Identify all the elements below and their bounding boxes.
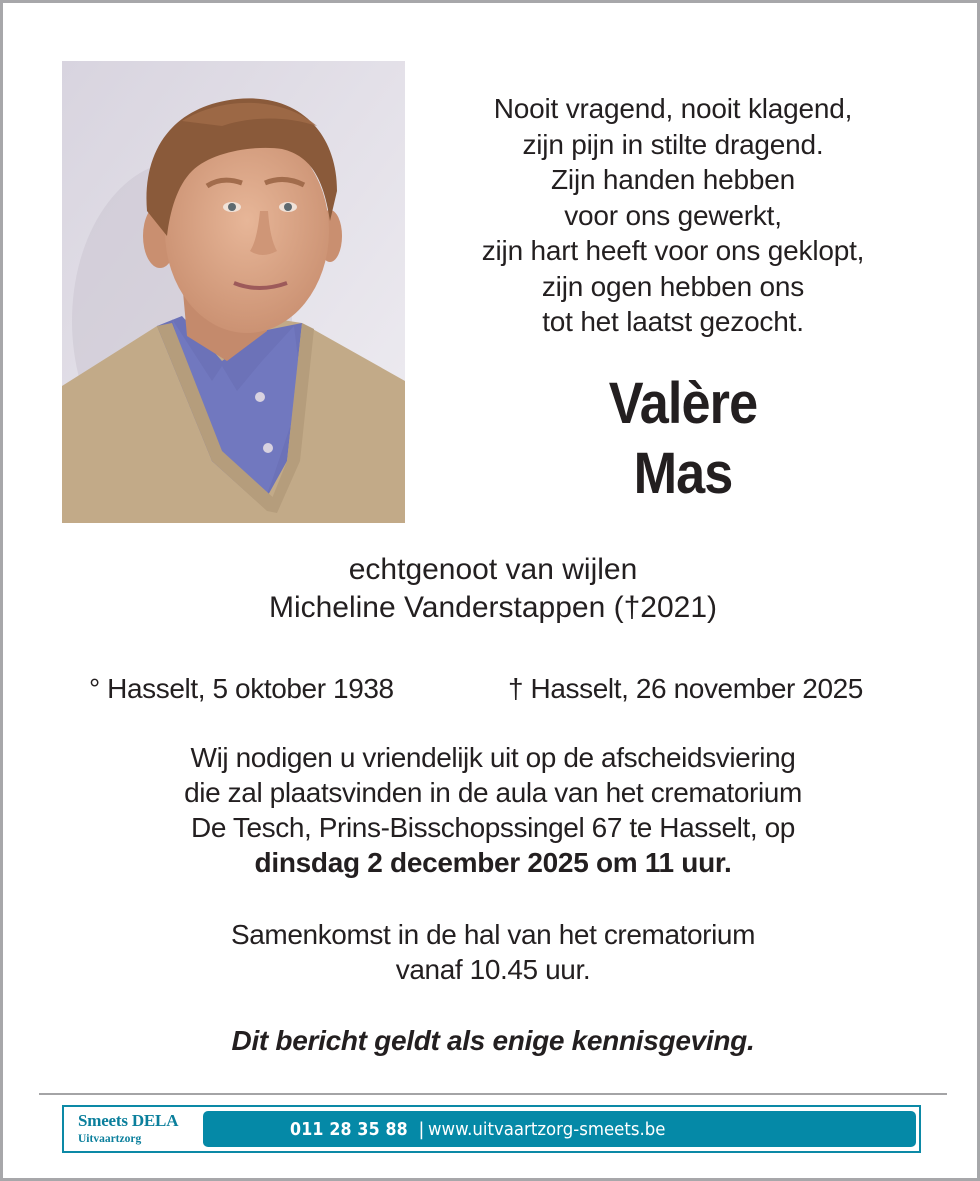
poem-line: zijn pijn in stilte dragend. [522, 128, 824, 160]
poem-line: zijn hart heeft voor ons geklopt, [481, 235, 865, 266]
birth-date: ° Hasselt, 5 oktober 1938 [89, 673, 394, 704]
invitation-line: die zal plaatsvinden in de aula van het crematorium [184, 777, 802, 808]
poem [423, 91, 923, 340]
funeral-home-logo [78, 1111, 178, 1147]
first-name: Valère [608, 371, 758, 436]
obituary-page [3, 3, 977, 1178]
gathering-line: vanaf 10.45 uur. [395, 954, 591, 985]
spouse-relation: echtgenoot van wijlen [348, 553, 638, 586]
spouse-info [3, 551, 980, 627]
portrait-photo [62, 61, 405, 523]
notice-text: Dit bericht geldt als enige kennisgeving. [231, 1025, 755, 1056]
poem-line: tot het laatst gezocht. [542, 306, 804, 337]
poem-line: voor ons gewerkt, [564, 199, 782, 231]
gathering-info [3, 917, 980, 987]
gathering-line: Samenkomst in de hal van het crematorium [230, 919, 756, 950]
deceased-name [575, 369, 791, 509]
spouse-name: Micheline Vanderstappen (†2021) [268, 591, 718, 624]
invitation [3, 740, 980, 880]
phone-number[interactable]: 011 28 35 88 [290, 1118, 409, 1140]
brand-name: Smeets DELA [78, 1111, 179, 1130]
divider [39, 1093, 947, 1095]
poem-line: zijn ogen hebben ons [541, 270, 805, 302]
portrait-illustration [62, 61, 405, 523]
separator: | [418, 1118, 425, 1140]
website-link[interactable]: www.uitvaartzorg-smeets.be [428, 1118, 666, 1140]
poem-line: Nooit vragend, nooit klagend, [493, 93, 853, 124]
invitation-line: Wij nodigen u vriendelijk uit op de afscheidsviering [190, 742, 796, 773]
brand-subtitle: Uitvaartzorg [78, 1133, 142, 1145]
contact-bar [203, 1111, 916, 1147]
funeral-home-footer [62, 1105, 921, 1153]
poem-line: Zijn handen hebben [551, 164, 795, 195]
death-date: † Hasselt, 26 november 2025 [508, 673, 863, 704]
ceremony-datetime: dinsdag 2 december 2025 om 11 uur. [254, 847, 732, 878]
last-name: Mas [633, 441, 733, 506]
invitation-line: De Tesch, Prins-Bisschopssingel 67 te Hasselt, op [191, 812, 795, 843]
